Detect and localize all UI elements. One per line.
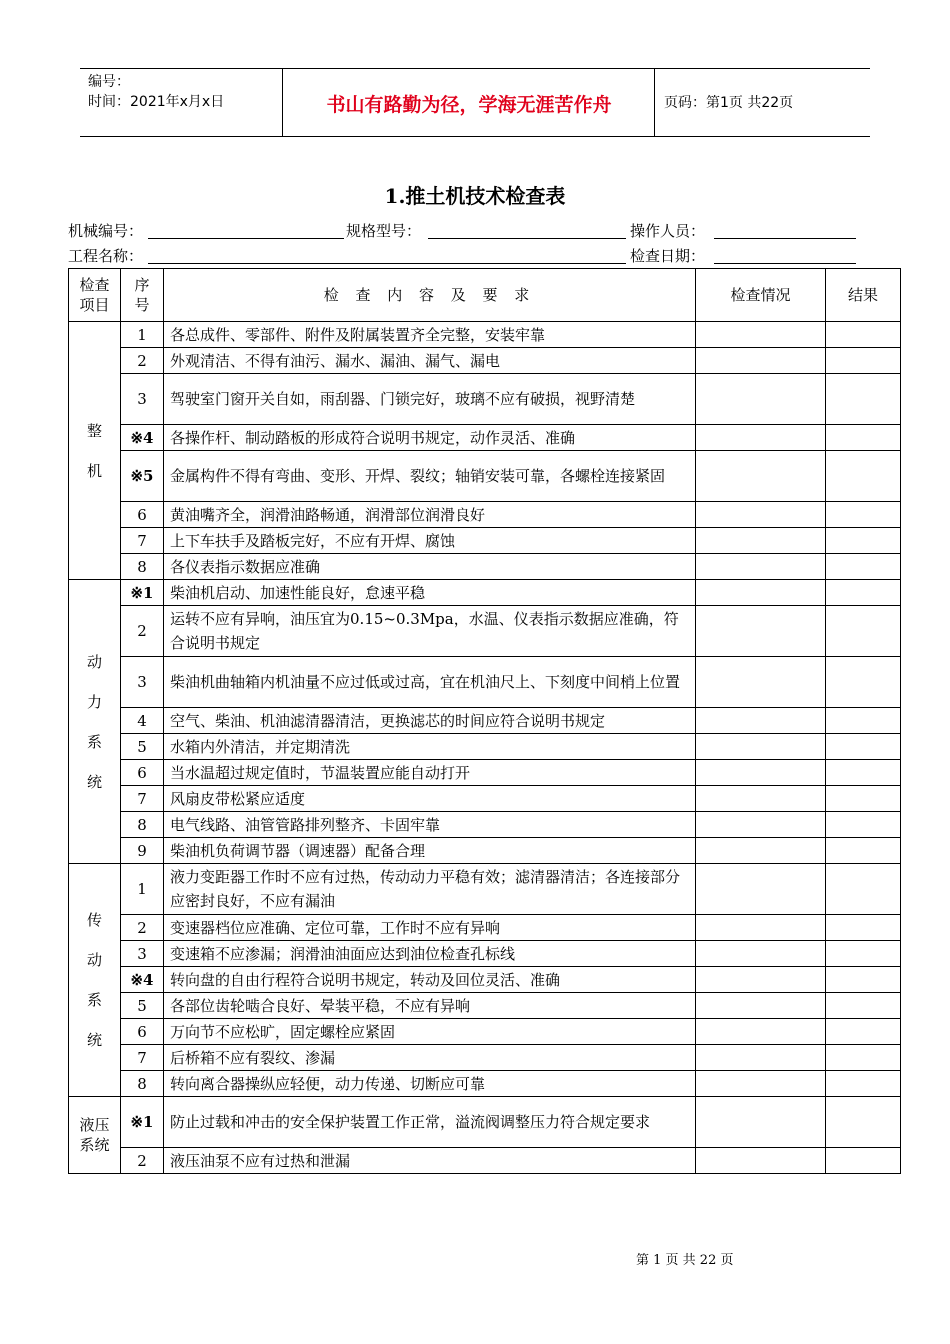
table-row: [69, 528, 901, 554]
header-top-rule: [80, 68, 870, 69]
result-cell[interactable]: [826, 425, 901, 451]
result-cell[interactable]: [826, 451, 901, 502]
table-row: [69, 708, 901, 734]
table-row: [69, 1019, 901, 1045]
table-row: [69, 812, 901, 838]
status-cell[interactable]: [696, 554, 826, 580]
header-bottom-rule: [80, 136, 870, 137]
status-cell[interactable]: [696, 734, 826, 760]
table-row: [69, 374, 901, 425]
requirement-text: 转向离合器操纵应轻便，动力传递、切断应可靠: [164, 1071, 696, 1097]
requirement-text: 外观清洁、不得有油污、漏水、漏油、漏气、漏电: [164, 348, 696, 374]
requirement-text: 运转不应有异响，油压宜为0.15~0.3Mpa，水温、仪表指示数据应准确，符合说明书规定: [164, 606, 696, 657]
result-cell[interactable]: [826, 812, 901, 838]
requirement-text: 驾驶室门窗开关自如，雨刮器、门锁完好，玻璃不应有破损，视野清楚: [164, 374, 696, 425]
status-cell[interactable]: [696, 348, 826, 374]
row-number: 7: [121, 528, 164, 554]
table-row: [69, 1071, 901, 1097]
requirement-text: 上下车扶手及踏板完好，不应有开焊、腐蚀: [164, 528, 696, 554]
table-row: [69, 322, 901, 348]
document-title: 1.推土机技术检查表: [384, 184, 566, 208]
result-cell[interactable]: [826, 1045, 901, 1071]
requirement-text: 各仪表指示数据应准确: [164, 554, 696, 580]
status-cell[interactable]: [696, 941, 826, 967]
result-cell[interactable]: [826, 580, 901, 606]
result-cell[interactable]: [826, 708, 901, 734]
table-row: [69, 967, 901, 993]
status-cell[interactable]: [696, 1019, 826, 1045]
row-number: 9: [121, 838, 164, 864]
status-cell[interactable]: [696, 657, 826, 708]
status-cell[interactable]: [696, 864, 826, 915]
status-cell[interactable]: [696, 993, 826, 1019]
row-number: 1: [121, 322, 164, 348]
status-cell[interactable]: [696, 786, 826, 812]
result-cell[interactable]: [826, 993, 901, 1019]
date-field[interactable]: [714, 263, 856, 264]
header-item: 检查 项目: [69, 269, 121, 322]
category-cell: 整 机: [69, 322, 121, 580]
row-number: 3: [121, 374, 164, 425]
header-no: 序 号: [121, 269, 164, 322]
status-cell[interactable]: [696, 425, 826, 451]
category-cell: 动 力 系 统: [69, 580, 121, 864]
machine-no-label: 机械编号：: [68, 222, 144, 240]
status-cell[interactable]: [696, 1045, 826, 1071]
requirement-text: 电气线路、油管管路排列整齐、卡固牢靠: [164, 812, 696, 838]
table-row: [69, 1097, 901, 1148]
row-number: ※4: [121, 425, 164, 451]
row-number: 3: [121, 941, 164, 967]
row-number: 3: [121, 657, 164, 708]
row-number: 6: [121, 760, 164, 786]
status-cell[interactable]: [696, 502, 826, 528]
requirement-text: 后桥箱不应有裂纹、渗漏: [164, 1045, 696, 1071]
result-cell[interactable]: [826, 786, 901, 812]
row-number: 2: [121, 348, 164, 374]
table-row: [69, 760, 901, 786]
result-cell[interactable]: [826, 864, 901, 915]
result-cell[interactable]: [826, 1097, 901, 1148]
row-number: 6: [121, 502, 164, 528]
result-cell[interactable]: [826, 554, 901, 580]
result-cell[interactable]: [826, 1148, 901, 1174]
table-row: [69, 941, 901, 967]
operator-field[interactable]: [714, 238, 856, 239]
requirement-text: 各操作杆、制动踏板的形成符合说明书规定，动作灵活、准确: [164, 425, 696, 451]
table-row: [69, 425, 901, 451]
requirement-text: 柴油机启动、加速性能良好，怠速平稳: [164, 580, 696, 606]
status-cell[interactable]: [696, 606, 826, 657]
category-cell: 传 动 系 统: [69, 864, 121, 1097]
header-divider-left: [282, 68, 283, 136]
spec-label: 规格型号：: [346, 222, 422, 240]
result-cell[interactable]: [826, 967, 901, 993]
category-cell: 液压 系统: [69, 1097, 121, 1174]
row-number: 5: [121, 993, 164, 1019]
result-cell[interactable]: [826, 1071, 901, 1097]
requirement-text: 当水温超过规定值时，节温装置应能自动打开: [164, 760, 696, 786]
row-number: 8: [121, 1071, 164, 1097]
row-number: ※1: [121, 580, 164, 606]
row-number: 5: [121, 734, 164, 760]
status-cell[interactable]: [696, 451, 826, 502]
row-number: 8: [121, 812, 164, 838]
result-cell[interactable]: [826, 528, 901, 554]
requirement-text: 柴油机曲轴箱内机油量不应过低或过高，宜在机油尺上、下刻度中间梢上位置: [164, 657, 696, 708]
status-cell[interactable]: [696, 760, 826, 786]
table-body: [69, 322, 901, 1174]
row-number: 7: [121, 786, 164, 812]
table-row: [69, 657, 901, 708]
status-cell[interactable]: [696, 812, 826, 838]
status-cell[interactable]: [696, 1097, 826, 1148]
header-divider-right: [654, 68, 655, 136]
result-cell[interactable]: [826, 760, 901, 786]
requirement-text: 风扇皮带松紧应适度: [164, 786, 696, 812]
row-number: 6: [121, 1019, 164, 1045]
requirement-text: 水箱内外清洁，并定期清洗: [164, 734, 696, 760]
time-label: 时间：2021年x月x日: [88, 94, 225, 110]
inspection-table: [68, 268, 901, 1174]
table-row: [69, 993, 901, 1019]
table-row: [69, 1148, 901, 1174]
status-cell[interactable]: [696, 322, 826, 348]
operator-label: 操作人员：: [630, 222, 706, 240]
table-row: [69, 580, 901, 606]
row-number: 4: [121, 708, 164, 734]
result-cell[interactable]: [826, 348, 901, 374]
row-number: 2: [121, 1148, 164, 1174]
table-row: [69, 502, 901, 528]
result-cell[interactable]: [826, 734, 901, 760]
result-cell[interactable]: [826, 502, 901, 528]
project-field[interactable]: [148, 263, 626, 264]
row-number: ※1: [121, 1097, 164, 1148]
requirement-text: 液压油泵不应有过热和泄漏: [164, 1148, 696, 1174]
requirement-text: 各总成件、零部件、附件及附属装置齐全完整，安装牢靠: [164, 322, 696, 348]
status-cell[interactable]: [696, 374, 826, 425]
requirement-text: 变速器档位应准确、定位可靠，工作时不应有异响: [164, 915, 696, 941]
status-cell[interactable]: [696, 915, 826, 941]
table-row: [69, 838, 901, 864]
requirement-text: 各部位齿轮啮合良好、晕装平稳，不应有异响: [164, 993, 696, 1019]
result-cell[interactable]: [826, 941, 901, 967]
table-row: [69, 606, 901, 657]
table-header-row: [69, 269, 901, 322]
requirement-text: 液力变距器工作时不应有过热，传动动力平稳有效；滤清器清洁；各连接部分应密封良好，不应有漏油: [164, 864, 696, 915]
row-number: 7: [121, 1045, 164, 1071]
requirement-text: 变速箱不应渗漏；润滑油油面应达到油位检查孔标线: [164, 941, 696, 967]
header-result: 结果: [826, 269, 901, 322]
status-cell[interactable]: [696, 528, 826, 554]
status-cell[interactable]: [696, 580, 826, 606]
table-row: [69, 451, 901, 502]
row-number: 8: [121, 554, 164, 580]
spec-field[interactable]: [428, 238, 626, 239]
table-row: [69, 786, 901, 812]
result-cell[interactable]: [826, 322, 901, 348]
status-cell[interactable]: [696, 838, 826, 864]
table-row: [69, 864, 901, 915]
requirement-text: 柴油机负荷调节器（调速器）配备合理: [164, 838, 696, 864]
requirement-text: 防止过载和冲击的安全保护装置工作正常，溢流阀调整压力符合规定要求: [164, 1097, 696, 1148]
table-row: [69, 915, 901, 941]
status-cell[interactable]: [696, 708, 826, 734]
row-number: ※5: [121, 451, 164, 502]
result-cell[interactable]: [826, 606, 901, 657]
table-row: [69, 348, 901, 374]
number-label: 编号：: [88, 74, 130, 90]
header-left-block: [88, 72, 224, 112]
table-row: [69, 1045, 901, 1071]
result-cell[interactable]: [826, 657, 901, 708]
result-cell[interactable]: [826, 374, 901, 425]
table-row: [69, 554, 901, 580]
requirement-text: 空气、柴油、机油滤清器清洁，更换滤芯的时间应符合说明书规定: [164, 708, 696, 734]
header-content: 检 查 内 容 及 要 求: [164, 269, 696, 322]
result-cell[interactable]: [826, 838, 901, 864]
page-footer: 第 1 页 共 22 页: [636, 1253, 734, 1268]
row-number: 1: [121, 864, 164, 915]
header-page-info: 页码：第1页 共22页: [664, 95, 794, 111]
status-cell[interactable]: [696, 1148, 826, 1174]
row-number: 2: [121, 606, 164, 657]
status-cell[interactable]: [696, 967, 826, 993]
requirement-text: 转向盘的自由行程符合说明书规定，转动及回位灵活、准确: [164, 967, 696, 993]
requirement-text: 黄油嘴齐全，润滑油路畅通，润滑部位润滑良好: [164, 502, 696, 528]
date-label: 检查日期：: [630, 247, 706, 265]
header-status: 检查情况: [696, 269, 826, 322]
machine-no-field[interactable]: [148, 238, 344, 239]
result-cell[interactable]: [826, 915, 901, 941]
requirement-text: 万向节不应松旷，固定螺栓应紧固: [164, 1019, 696, 1045]
project-label: 工程名称：: [68, 247, 144, 265]
row-number: 2: [121, 915, 164, 941]
table-row: [69, 734, 901, 760]
requirement-text: 金属构件不得有弯曲、变形、开焊、裂纹；轴销安装可靠，各螺栓连接紧固: [164, 451, 696, 502]
row-number: ※4: [121, 967, 164, 993]
status-cell[interactable]: [696, 1071, 826, 1097]
header-motto: 书山有路勤为径，学海无涯苦作舟: [326, 94, 612, 116]
result-cell[interactable]: [826, 1019, 901, 1045]
